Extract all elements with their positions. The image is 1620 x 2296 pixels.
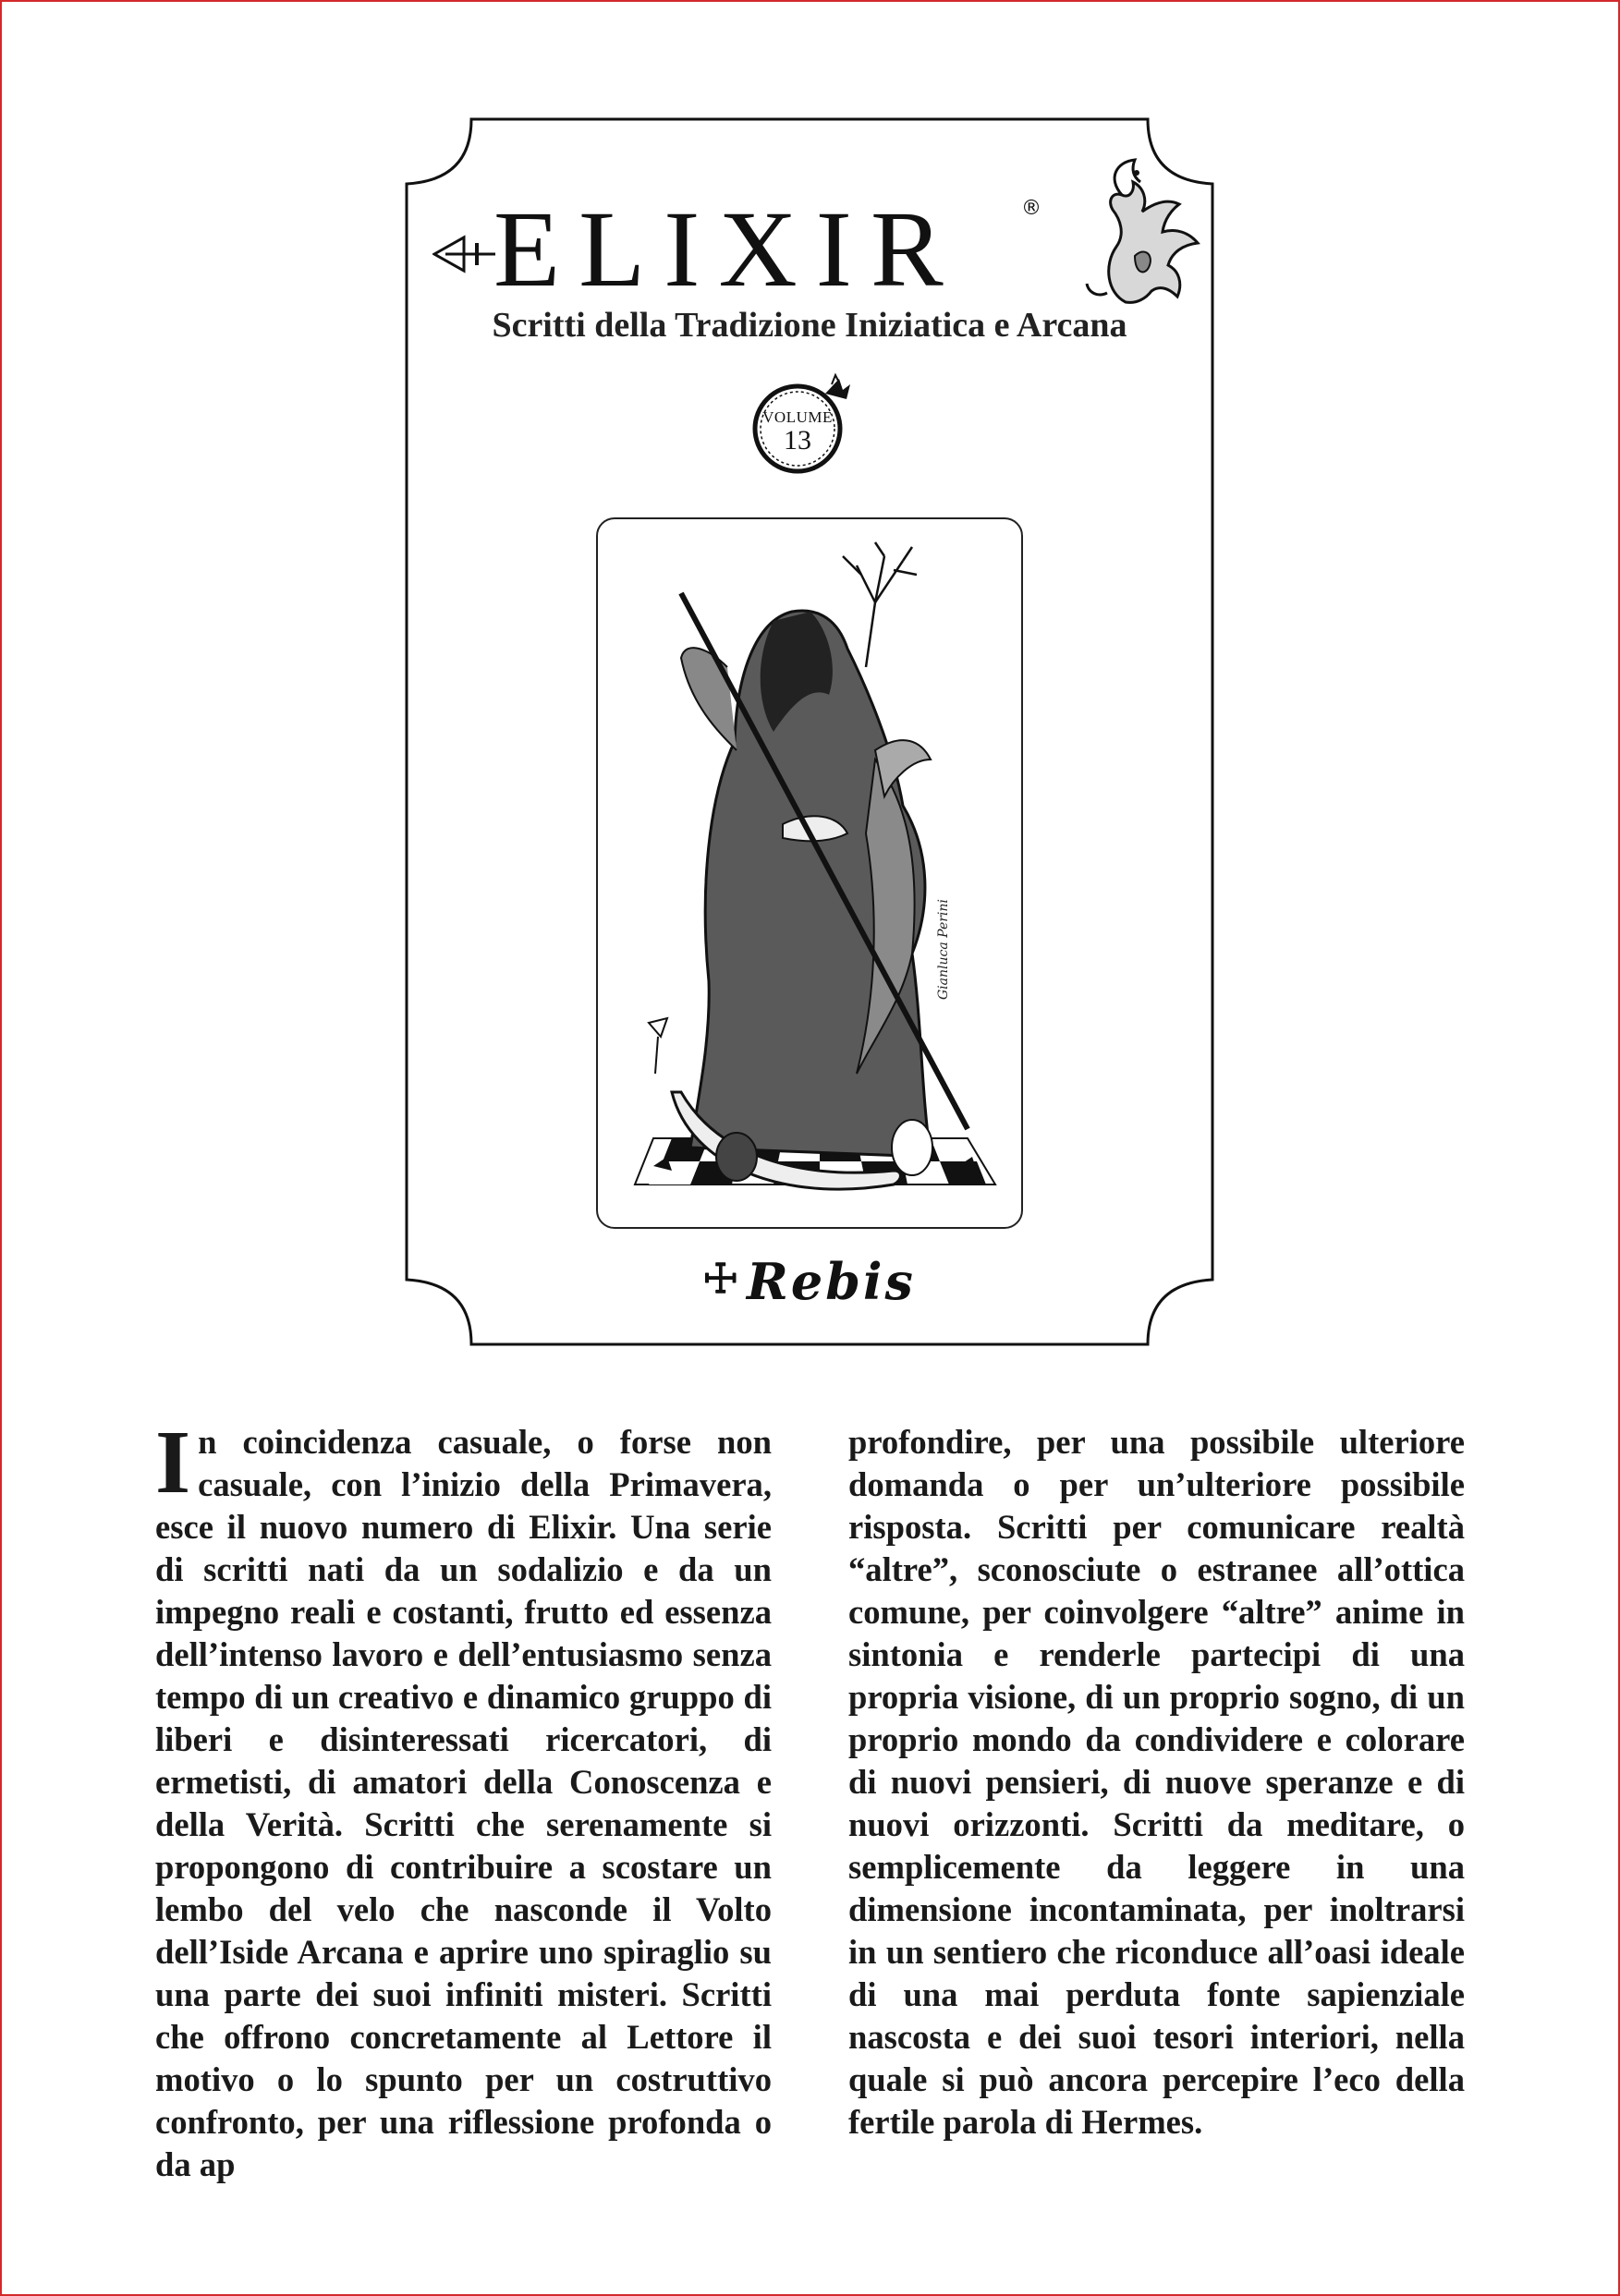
right-column-text: profondire, per una possibile ulteriore domanda o per un’ulteriore possibile risposta. Scritti per comunicare realtà “altre”, sconosciute o estranee all’ottica comune, per coinvolgere “altre” anime in sintonia e renderle partecipi di una propria visione, di un proprio sogno, di un proprio mondo da condividere e colorare di nuovi pensieri, di nuove speranze e di nuovi orizzonti. Scritti da meditare, o semplicemente da leggere in una dimensione incontaminata, per inoltrarsi in un sentiero che riconduce all’oasi ideale di una mai perduta fonte sapienziale nascosta e dei suoi tesori interiori, nella quale si può ancora percepire l’eco della fertile parola di Hermes.	[848, 1423, 1465, 2141]
publisher-name: Rebis	[747, 1252, 916, 1311]
body-text-right	[848, 1421, 1465, 2144]
arrow-ornament-icon	[432, 226, 497, 282]
logo-title: ELIXIR	[493, 188, 962, 310]
volume-number: 13	[784, 425, 811, 456]
cover-artwork	[596, 517, 1023, 1229]
logo	[432, 189, 1209, 310]
logo-subtitle: Scritti della Tradizione Iniziatica e Arcana	[492, 306, 1127, 345]
left-column-text: n coincidenza casuale, o forse non casuale, con l’inizio della Primavera, esce il nuovo numero di Elixir. Una serie di scritti nati da un sodalizio e da un impegno reali e costanti, frutto ed essenza dell’intenso lavoro e dell’entusiasmo senza tempo di un creativo e dinamico gruppo di liberi e disinteressati ricercatori, di ermetisti, di amatori della Conoscenza e della Verità. Scritti che serenamente si propongono di contribuire a scostare un lembo del velo che nasconde il Volto dell’Iside Arcana e aprire uno spiraglio su una parte dei suoi infiniti misteri. Scritti che offrono concretamente al Lettore il motivo o lo spunto per un costruttivo confronto, per una riflessione profonda o da ap	[155, 1423, 772, 2183]
reaper-illustration	[598, 519, 1025, 1231]
artist-signature: Gianluca Perini	[936, 899, 951, 1000]
publisher-logo	[702, 1252, 924, 1311]
volume-label: VOLUME	[762, 408, 833, 426]
volume-badge	[747, 371, 858, 482]
drop-cap: I	[155, 1413, 191, 1512]
body-text-left	[155, 1413, 772, 2186]
dragon-icon	[1079, 154, 1209, 311]
publisher-symbol-icon: ☩	[702, 1256, 739, 1303]
tree-icon	[843, 542, 917, 667]
registered-mark: ®	[1021, 197, 1041, 220]
